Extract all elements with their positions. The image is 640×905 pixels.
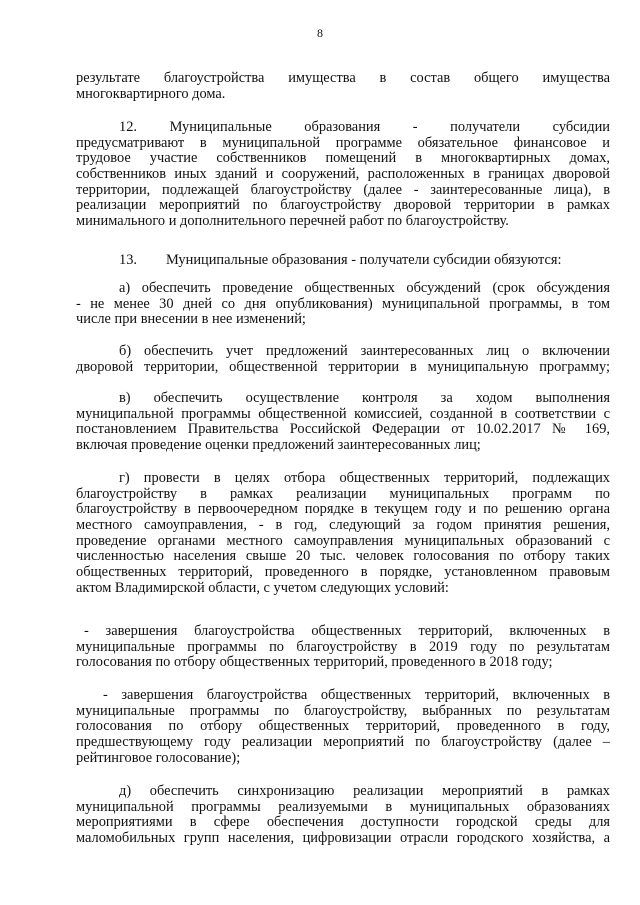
text-line: г) провести в целях отбора общественных территорий, подлежащих <box>119 471 610 486</box>
text-line: проведение органами местного самоуправления муниципальных образований с <box>76 533 610 549</box>
text-line: числе при внесении в нее изменений; <box>76 312 306 328</box>
text-line: предшествующему году реализации мероприятий по благоустройству (далее – <box>76 735 610 751</box>
text-line: местного самоуправления, - в год, следующий за годом принятия решения, <box>76 518 610 534</box>
text-line: д) обеспечить синхронизацию реализации мероприятий в рамках <box>119 784 610 799</box>
text-line: муниципальные программы по благоустройству, выбранных по результатам <box>76 703 610 719</box>
dash-item-1 <box>76 624 610 671</box>
text-line: реализации мероприятий по благоустройству дворовой территории в рамках <box>76 198 610 214</box>
text-line: собственников иных зданий и сооружений, расположенных в границах дворовой <box>76 167 610 183</box>
text-line: - завершения благоустройства общественных территорий, включенных в <box>84 624 610 639</box>
text-line: результате благоустройства имущества в состав общего имущества <box>76 71 610 86</box>
text-line: постановлением Правительства Российской Федерации от 10.02.2017 № 169, <box>76 422 610 438</box>
text-line: рейтинговое голосование); <box>76 750 241 766</box>
paragraph-number: 13. <box>119 252 137 268</box>
page-number: 8 <box>317 26 323 40</box>
paragraph-12 <box>76 120 610 230</box>
text-line: предусматривают в муниципальной программе обязательное финансовое и <box>76 135 610 151</box>
text-line: - не менее 30 дней со дня опубликования) муниципальной программы, в том <box>76 296 610 312</box>
text-line: в) обеспечить осуществление контроля за ходом выполнения <box>119 391 610 406</box>
paragraph-continuation <box>76 71 610 102</box>
paragraph-13 <box>119 252 561 269</box>
text-line: благоустройству в первоочередном порядке в текущем году и по решению органа <box>76 502 610 518</box>
text-line: муниципальные программы по благоустройству в 2019 году по результатам <box>76 639 610 655</box>
dash-item-2 <box>76 688 610 766</box>
paragraph-13-text: Муниципальные образования - получатели субсидии обязуются: <box>166 252 562 268</box>
text-line: благоустройству в рамках реализации муниципальных программ по <box>76 486 610 502</box>
text-line: минимального и дополнительного перечней работ по благоустройству. <box>76 214 509 230</box>
text-line: муниципальной программы общественной комиссией, созданной в соответствии с <box>76 406 610 422</box>
item-d <box>76 784 610 847</box>
item-a <box>76 281 610 328</box>
text-line: территории, подлежащей благоустройству (далее - заинтересованные лица), в <box>76 182 610 198</box>
text-line: мероприятиями в сфере обеспечения доступности городской среды для <box>76 815 610 831</box>
item-b <box>76 344 610 375</box>
text-line: общественных территорий, проведенного в порядке, установленном правовым <box>76 565 610 581</box>
item-g <box>76 471 610 597</box>
text-line: а) обеспечить проведение общественных обсуждений (срок обсуждения <box>119 281 610 296</box>
text-line: муниципальной программы реализуемыми в муниципальных образованиях <box>76 799 610 815</box>
text-line: актом Владимирской области, с учетом следующих условий: <box>76 580 449 596</box>
text-line: голосования по отбору общественных территорий, проведенного в 2018 году; <box>76 655 553 671</box>
text-line: маломобильных групп населения, цифровизации отрасли городского хозяйства, а <box>76 831 610 847</box>
text-line: дворовой территории, общественной территории в муниципальную программу; <box>76 359 610 375</box>
text-line: включая проведение оценки предложений заинтересованных лиц; <box>76 438 481 454</box>
text-line: трудовое участие собственников помещений в многоквартирных домах, <box>76 151 610 167</box>
text-line: голосования по отбору общественных территорий, проведенного в году, <box>76 719 610 735</box>
text-line: - завершения благоустройства общественных территорий, включенных в <box>103 688 610 703</box>
text-line: 12. Муниципальные образования - получатели субсидии <box>119 120 610 135</box>
text-line: многоквартирного дома. <box>76 86 226 102</box>
item-v <box>76 391 610 454</box>
text-line: б) обеспечить учет предложений заинтересованных лиц о включении <box>119 344 610 359</box>
text-line: численностью населения свыше 20 тыс. человек голосования по отбору таких <box>76 549 610 565</box>
